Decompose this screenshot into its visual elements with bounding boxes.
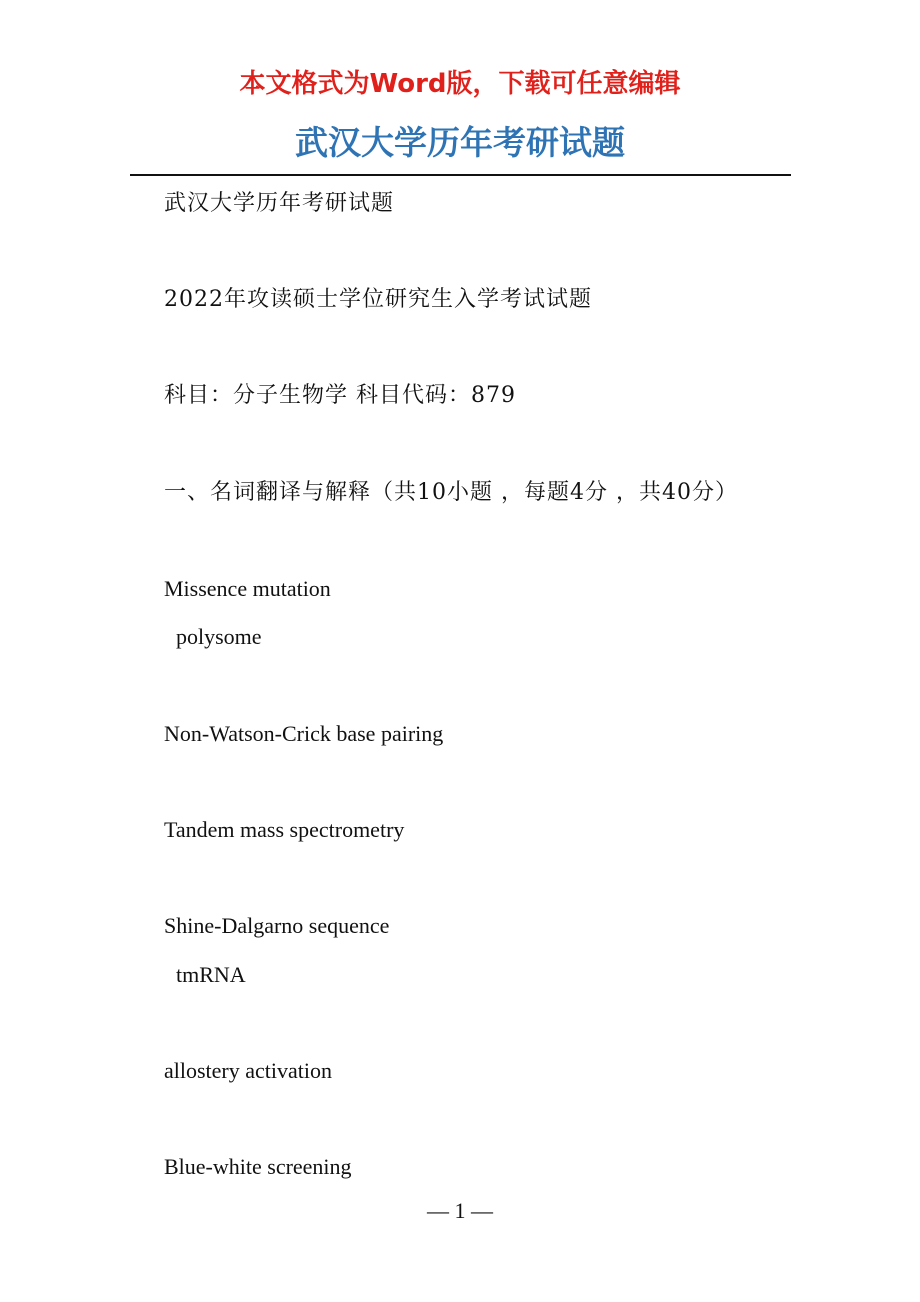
- section-heading: 一、名词翻译与解释（共10小题 ，每题4分 ，共40分）: [164, 480, 738, 505]
- term-non-watson-crick: Non-Watson-Crick base pairing: [164, 721, 444, 746]
- term-polysome: polysome: [176, 624, 262, 649]
- exam-title: 2022年攻读硕士学位研究生入学考试试题: [164, 287, 592, 312]
- subject-line: 科目：分子生物学 科目代码：879: [164, 383, 516, 408]
- term-missence-mutation: Missence mutation: [164, 576, 331, 601]
- document-title: 武汉大学历年考研试题: [295, 123, 625, 162]
- term-blue-white-screening: Blue-white screening: [164, 1154, 352, 1179]
- term-tmrna: tmRNA: [176, 962, 246, 987]
- title-divider: [130, 174, 791, 176]
- term-shine-dalgarno: Shine-Dalgarno sequence: [164, 913, 390, 938]
- term-allostery-activation: allostery activation: [164, 1058, 332, 1083]
- term-tandem-mass-spectrometry: Tandem mass spectrometry: [164, 817, 405, 842]
- word-format-banner: 本文格式为Word版，下载可任意编辑: [239, 69, 681, 99]
- body-heading: 武汉大学历年考研试题: [164, 191, 395, 216]
- page-number: — 1 —: [427, 1198, 493, 1223]
